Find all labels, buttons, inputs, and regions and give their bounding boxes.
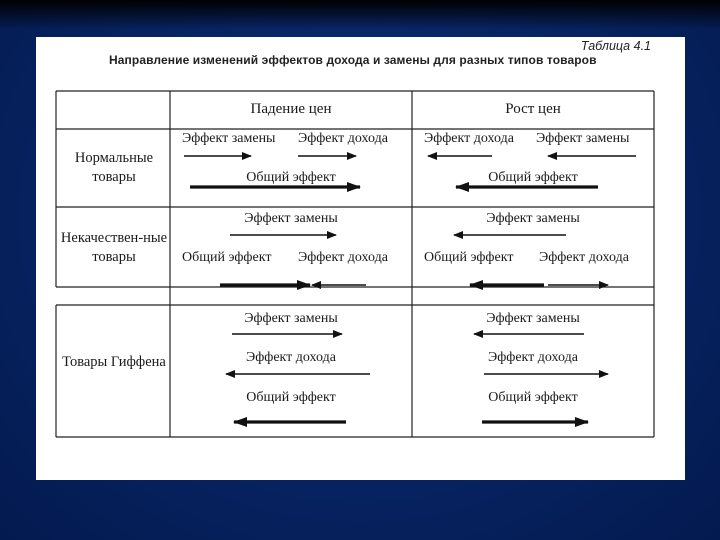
table-sheet (36, 37, 685, 480)
giffen-fall-income-label: Эффект дохода (246, 350, 336, 365)
slide-top-shade (0, 0, 720, 30)
table-number: Таблица 4.1 (580, 39, 651, 53)
normal-rise-income-label: Эффект дохода (424, 131, 514, 146)
inferior-rise-total-label: Общий эффект (424, 250, 514, 265)
inferior-fall-total-label: Общий эффект (182, 250, 272, 265)
giffen-rise-total-label: Общий эффект (488, 390, 578, 405)
normal-fall-income-label: Эффект дохода (298, 131, 388, 146)
inferior-fall-income-label: Эффект дохода (298, 250, 388, 265)
inferior-rise-income-label: Эффект дохода (539, 250, 629, 265)
normal-rise-substitution-label: Эффект замены (536, 131, 630, 146)
normal-fall-total-label: Общий эффект (246, 170, 336, 185)
table-title: Направление изменений эффектов дохода и замены для разных типов товаров (109, 53, 597, 67)
normal-fall-substitution-label: Эффект замены (182, 131, 276, 146)
row-label-normal: Нормальные товары (74, 150, 154, 185)
giffen-rise-income-label: Эффект дохода (488, 350, 578, 365)
giffen-rise-substitution-label: Эффект замены (486, 311, 580, 326)
header-price-fall: Падение цен (250, 101, 332, 117)
inferior-fall-substitution-label: Эффект замены (244, 211, 338, 226)
row-label-giffen: Товары Гиффена (62, 354, 166, 370)
row-label-inferior: Некачествен-ные товары (60, 230, 168, 265)
inferior-rise-substitution-label: Эффект замены (486, 211, 580, 226)
giffen-fall-substitution-label: Эффект замены (244, 311, 338, 326)
normal-rise-total-label: Общий эффект (488, 170, 578, 185)
header-price-rise: Рост цен (505, 101, 561, 117)
giffen-fall-total-label: Общий эффект (246, 390, 336, 405)
